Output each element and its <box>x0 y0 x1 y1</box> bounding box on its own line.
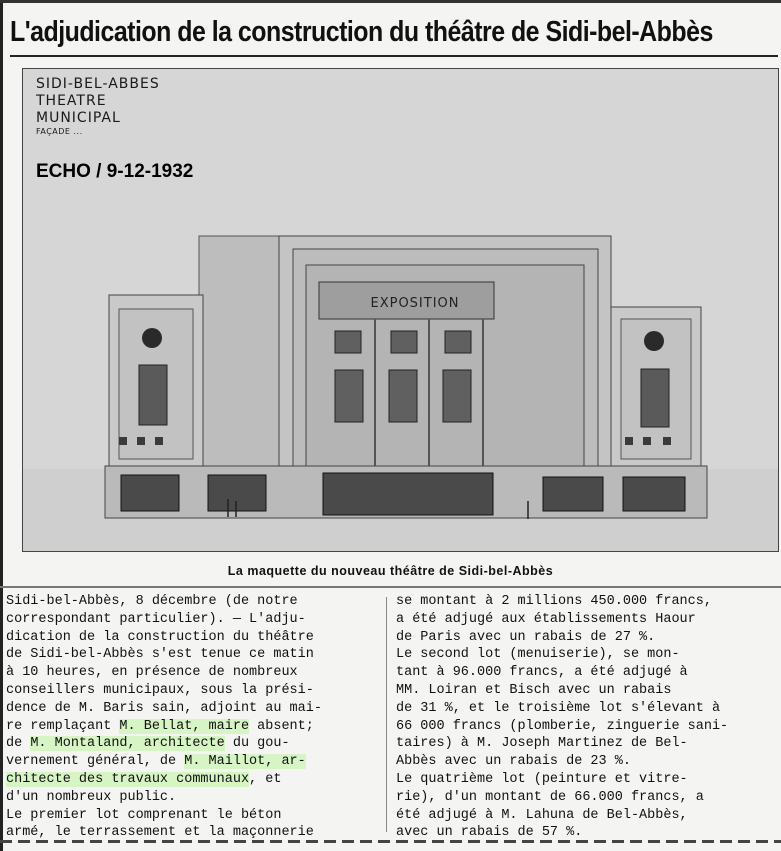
text-line: 66 000 francs (plomberie, zinguerie sani- <box>396 718 729 734</box>
text-line: de Sidi-bel-Abbès s'est tenue ce matin <box>6 647 314 663</box>
article-column-1 <box>6 593 382 842</box>
text-line: Le second lot (menuiserie), se mon- <box>396 647 680 663</box>
highlighted-name: M. Maillot, ar- <box>184 754 306 770</box>
plate-line: THEATRE <box>36 93 107 109</box>
text-line: à 10 heures, en présence de nombreux <box>6 665 298 681</box>
text-line <box>6 735 382 753</box>
plate-line: FAÇADE ... <box>36 127 83 136</box>
text-segment: , et <box>249 771 282 787</box>
article-column-2 <box>396 593 776 842</box>
title-rule <box>10 55 778 57</box>
text-line: armé, le terrassement et la maçonnerie <box>6 825 314 841</box>
text-line: rie), d'un montant de 66.000 francs, a <box>396 789 704 805</box>
text-segment: absent; <box>249 718 314 734</box>
text-line: de 31 %, et le troisième lot s'élevant à <box>396 700 721 716</box>
text-line <box>6 718 382 736</box>
column-separator <box>386 597 387 832</box>
text-segment: re remplaçant <box>6 718 120 734</box>
text-line: correspondant particulier). — L'adju- <box>6 611 306 627</box>
highlighted-name: chitecte des travaux communaux <box>6 771 250 787</box>
text-line: Sidi-bel-Abbès, 8 décembre (de notre <box>6 594 298 609</box>
text-line: MM. Loiran et Bisch avec un rabais <box>396 682 672 698</box>
text-line: été adjugé à M. Lahuna de Bel-Abbès, <box>396 807 688 823</box>
source-stamp: ECHO / 9-12-1932 <box>36 161 194 182</box>
plate-line: MUNICIPAL <box>36 110 121 126</box>
text-line: avec un rabais de 57 %. <box>396 825 583 841</box>
text-segment: vernement général, de <box>6 754 185 770</box>
text-line: a été adjugé aux établissements Haour <box>396 611 696 627</box>
highlighted-name: M. Bellat, maire <box>119 718 250 734</box>
text-line <box>6 753 382 771</box>
page-edge-top <box>0 0 781 3</box>
highlighted-name: M. Montaland, architecte <box>30 736 225 752</box>
photo-caption: La maquette du nouveau théâtre de Sidi-bel-Abbès <box>227 564 554 578</box>
plate-line: SIDI-BEL-ABBES <box>36 76 160 92</box>
text-line: dence de M. Baris sain, adjoint au mai- <box>6 700 322 716</box>
text-line: taires) à M. Joseph Martinez de Bel- <box>396 736 688 752</box>
text-line: de Paris avec un rabais de 27 %. <box>396 629 656 645</box>
text-segment: de <box>6 736 31 752</box>
text-line: dication de la construction du théâtre <box>6 629 314 645</box>
text-line: Le quatrième lot (peinture et vitre- <box>396 771 688 787</box>
text-line: se montant à 2 millions 450.000 francs, <box>396 594 712 609</box>
text-line: conseillers municipaux, sous la prési- <box>6 682 314 698</box>
architect-plate <box>36 76 160 137</box>
text-segment: du gou- <box>224 736 290 752</box>
text-line: d'un nombreux public. <box>6 789 177 805</box>
text-line: tant à 96.000 francs, a été adjugé à <box>396 665 688 681</box>
bottom-dashed-rule <box>0 840 781 843</box>
theatre-photo <box>22 68 779 552</box>
text-line: Le premier lot comprenant le béton <box>6 807 282 823</box>
text-line <box>6 771 382 789</box>
caption-rule <box>0 586 781 588</box>
page-edge-left <box>0 0 3 851</box>
article-title: L'adjudication de la construction du théâtre de Sidi-bel-Abbès <box>10 16 713 48</box>
text-line: Abbès avec un rabais de 23 %. <box>396 754 631 770</box>
building-sign: EXPOSITION <box>370 296 460 311</box>
